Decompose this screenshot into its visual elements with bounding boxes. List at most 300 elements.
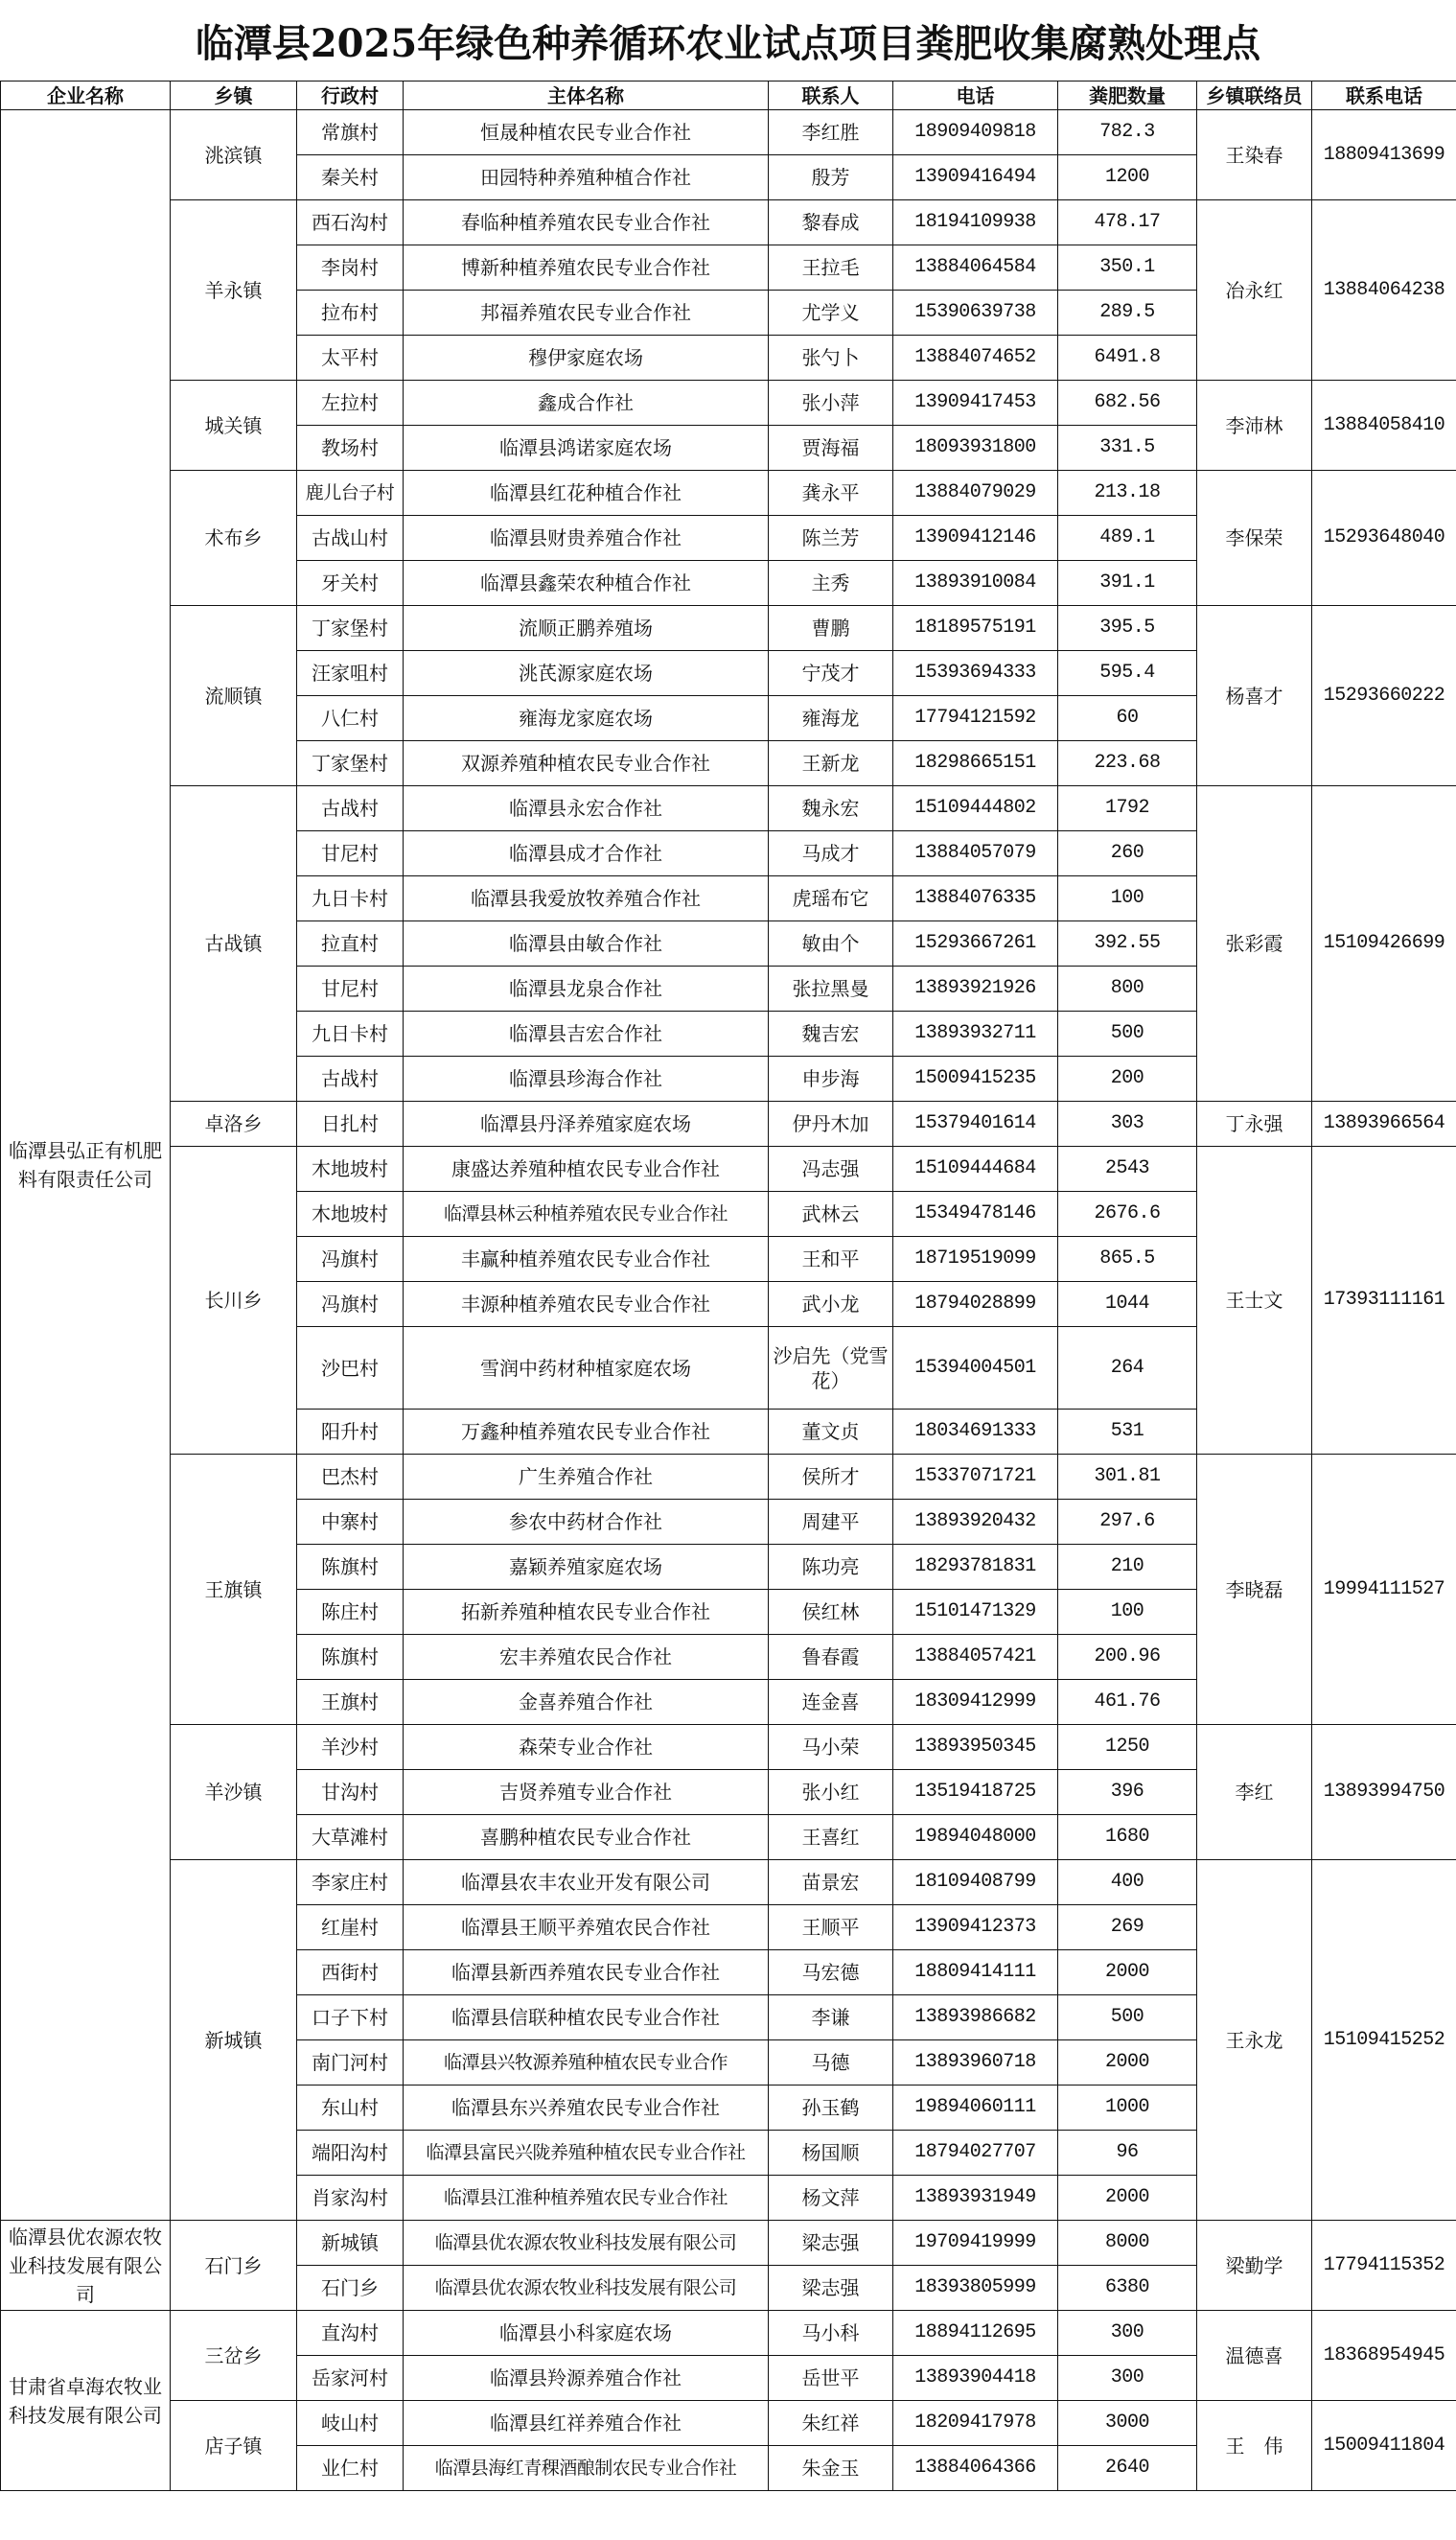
table-row [1, 1147, 1456, 1192]
liaison-cell: 李晓磊 [1197, 1455, 1312, 1725]
phone-cell: 15293667261 [893, 921, 1058, 967]
quantity-cell: 350.1 [1058, 245, 1197, 291]
phone-cell: 18093931800 [893, 426, 1058, 471]
village-cell: 巴杰村 [297, 1455, 404, 1500]
contact-cell: 连金喜 [769, 1680, 893, 1725]
entity-cell: 邦福养殖农民专业合作社 [404, 291, 769, 336]
entity-cell: 临潭县财贵养殖合作社 [404, 516, 769, 561]
contact-cell: 董文贞 [769, 1410, 893, 1455]
phone-cell: 19709419999 [893, 2221, 1058, 2266]
entity-cell: 临潭县林云种植养殖农民专业合作社 [404, 1192, 769, 1237]
contact-cell: 魏吉宏 [769, 1012, 893, 1057]
quantity-cell: 297.6 [1058, 1500, 1197, 1545]
contact-cell: 冯志强 [769, 1147, 893, 1192]
contact-cell: 李谦 [769, 1995, 893, 2040]
entity-cell: 田园特种养殖种植合作社 [404, 155, 769, 200]
contact-cell: 马德 [769, 2040, 893, 2086]
entity-cell: 雪润中药材种植家庭农场 [404, 1327, 769, 1410]
contact-cell: 张拉黑曼 [769, 967, 893, 1012]
contact-cell: 岳世平 [769, 2356, 893, 2401]
table-row [1, 471, 1456, 516]
village-cell: 太平村 [297, 336, 404, 381]
contact-cell: 梁志强 [769, 2221, 893, 2266]
quantity-cell: 264 [1058, 1327, 1197, 1410]
quantity-cell: 800 [1058, 967, 1197, 1012]
entity-cell: 临潭县红花种植合作社 [404, 471, 769, 516]
contact-cell: 敏由个 [769, 921, 893, 967]
phone-cell: 13893932711 [893, 1012, 1058, 1057]
phone-cell: 13884057079 [893, 831, 1058, 876]
table-body [1, 110, 1456, 2491]
contact-cell: 杨文萍 [769, 2176, 893, 2221]
quantity-cell: 2640 [1058, 2446, 1197, 2491]
quantity-cell: 2000 [1058, 1950, 1197, 1995]
entity-cell: 临潭县鑫荣农种植合作社 [404, 561, 769, 606]
company-name-cell: 甘肃省卓海农牧业科技发展有限公司 [1, 2311, 171, 2491]
contact-cell: 贾海福 [769, 426, 893, 471]
town-cell: 石门乡 [171, 2221, 297, 2311]
liaison-phone-cell: 18368954945 [1312, 2311, 1456, 2401]
contact-cell: 朱金玉 [769, 2446, 893, 2491]
table-row [1, 2311, 1456, 2356]
phone-cell: 15109444802 [893, 786, 1058, 831]
village-cell: 木地坡村 [297, 1147, 404, 1192]
liaison-cell: 王士文 [1197, 1147, 1312, 1455]
liaison-phone-cell: 17794115352 [1312, 2221, 1456, 2311]
village-cell: 石门乡 [297, 2266, 404, 2311]
table-row [1, 1455, 1456, 1500]
entity-cell: 临潭县新西养殖农民专业合作社 [404, 1950, 769, 1995]
village-cell: 古战山村 [297, 516, 404, 561]
quantity-cell: 260 [1058, 831, 1197, 876]
liaison-phone-cell: 13893994750 [1312, 1725, 1456, 1860]
header-village: 行政村 [297, 82, 404, 110]
phone-cell: 18393805999 [893, 2266, 1058, 2311]
phone-cell: 19894048000 [893, 1815, 1058, 1860]
phone-cell: 15394004501 [893, 1327, 1058, 1410]
entity-cell: 森荣专业合作社 [404, 1725, 769, 1770]
entity-cell: 流顺正鹏养殖场 [404, 606, 769, 651]
quantity-cell: 1000 [1058, 2086, 1197, 2131]
quantity-cell: 1680 [1058, 1815, 1197, 1860]
town-cell: 羊永镇 [171, 200, 297, 381]
contact-cell: 梁志强 [769, 2266, 893, 2311]
phone-cell: 13893931949 [893, 2176, 1058, 2221]
entity-cell: 临潭县丹泽养殖家庭农场 [404, 1102, 769, 1147]
town-cell: 店子镇 [171, 2401, 297, 2491]
table-row [1, 1102, 1456, 1147]
phone-cell: 18719519099 [893, 1237, 1058, 1282]
town-cell: 卓洛乡 [171, 1102, 297, 1147]
town-cell: 新城镇 [171, 1860, 297, 2221]
village-cell: 鹿儿台子村 [297, 471, 404, 516]
contact-cell: 张勺卜 [769, 336, 893, 381]
quantity-cell: 6491.8 [1058, 336, 1197, 381]
village-cell: 东山村 [297, 2086, 404, 2131]
quantity-cell: 60 [1058, 696, 1197, 741]
entity-cell: 临潭县我爱放牧养殖合作社 [404, 876, 769, 921]
entity-cell: 穆伊家庭农场 [404, 336, 769, 381]
header-phone: 电话 [893, 82, 1058, 110]
phone-cell: 13909412146 [893, 516, 1058, 561]
town-cell: 术布乡 [171, 471, 297, 606]
entity-cell: 春临种植养殖农民专业合作社 [404, 200, 769, 245]
contact-cell: 魏永宏 [769, 786, 893, 831]
phone-cell: 15390639738 [893, 291, 1058, 336]
liaison-cell: 王染春 [1197, 110, 1312, 200]
contact-cell: 周建平 [769, 1500, 893, 1545]
contact-cell: 主秀 [769, 561, 893, 606]
phone-cell: 15349478146 [893, 1192, 1058, 1237]
quantity-cell: 223.68 [1058, 741, 1197, 786]
village-cell: 九日卡村 [297, 1012, 404, 1057]
village-cell: 古战村 [297, 786, 404, 831]
contact-cell: 王新龙 [769, 741, 893, 786]
village-cell: 甘尼村 [297, 831, 404, 876]
village-cell: 九日卡村 [297, 876, 404, 921]
entity-cell: 临潭县红祥养殖合作社 [404, 2401, 769, 2446]
village-cell: 肖家沟村 [297, 2176, 404, 2221]
village-cell: 甘沟村 [297, 1770, 404, 1815]
phone-cell: 13909412373 [893, 1905, 1058, 1950]
town-cell: 三岔乡 [171, 2311, 297, 2401]
quantity-cell: 2676.6 [1058, 1192, 1197, 1237]
table-row [1, 200, 1456, 245]
quantity-cell: 478.17 [1058, 200, 1197, 245]
phone-cell: 18794028899 [893, 1282, 1058, 1327]
entity-cell: 丰源种植养殖农民专业合作社 [404, 1282, 769, 1327]
village-cell: 岐山村 [297, 2401, 404, 2446]
quantity-cell: 300 [1058, 2311, 1197, 2356]
phone-cell: 13893960718 [893, 2040, 1058, 2086]
liaison-phone-cell: 13884058410 [1312, 381, 1456, 471]
phone-cell: 18189575191 [893, 606, 1058, 651]
quantity-cell: 461.76 [1058, 1680, 1197, 1725]
phone-cell: 18794027707 [893, 2131, 1058, 2176]
contact-cell: 武小龙 [769, 1282, 893, 1327]
phone-cell: 18909409818 [893, 110, 1058, 155]
contact-cell: 张小红 [769, 1770, 893, 1815]
phone-cell: 15337071721 [893, 1455, 1058, 1500]
quantity-cell: 595.4 [1058, 651, 1197, 696]
village-cell: 直沟村 [297, 2311, 404, 2356]
header-liaison: 乡镇联络员 [1197, 82, 1312, 110]
entity-cell: 临潭县富民兴陇养殖种植农民专业合作社 [404, 2131, 769, 2176]
table-row [1, 2221, 1456, 2266]
phone-cell: 13893950345 [893, 1725, 1058, 1770]
quantity-cell: 200.96 [1058, 1635, 1197, 1680]
contact-cell: 张小萍 [769, 381, 893, 426]
entity-cell: 宏丰养殖农民合作社 [404, 1635, 769, 1680]
village-cell: 岳家河村 [297, 2356, 404, 2401]
village-cell: 陈庄村 [297, 1590, 404, 1635]
table-row [1, 1860, 1456, 1905]
village-cell: 古战村 [297, 1057, 404, 1102]
header-liaison-phone: 联系电话 [1312, 82, 1456, 110]
liaison-cell: 张彩霞 [1197, 786, 1312, 1102]
table-row [1, 381, 1456, 426]
table-row [1, 786, 1456, 831]
quantity-cell: 391.1 [1058, 561, 1197, 606]
company-name-cell: 临潭县优农源农牧业科技发展有限公司 [1, 2221, 171, 2311]
liaison-phone-cell: 17393111161 [1312, 1147, 1456, 1455]
phone-cell: 13519418725 [893, 1770, 1058, 1815]
entity-cell: 临潭县吉宏合作社 [404, 1012, 769, 1057]
quantity-cell: 500 [1058, 1995, 1197, 2040]
quantity-cell: 531 [1058, 1410, 1197, 1455]
town-cell: 城关镇 [171, 381, 297, 471]
phone-cell: 13884076335 [893, 876, 1058, 921]
village-cell: 新城镇 [297, 2221, 404, 2266]
town-cell: 古战镇 [171, 786, 297, 1102]
village-cell: 南门河村 [297, 2040, 404, 2086]
phone-cell: 18894112695 [893, 2311, 1058, 2356]
entity-cell: 吉贤养殖专业合作社 [404, 1770, 769, 1815]
town-cell: 洮滨镇 [171, 110, 297, 200]
contact-cell: 朱红祥 [769, 2401, 893, 2446]
entity-cell: 参农中药材合作社 [404, 1500, 769, 1545]
header-entity: 主体名称 [404, 82, 769, 110]
phone-cell: 18298665151 [893, 741, 1058, 786]
phone-cell: 13893904418 [893, 2356, 1058, 2401]
table-row [1, 110, 1456, 155]
contact-cell: 马小荣 [769, 1725, 893, 1770]
liaison-cell: 李红 [1197, 1725, 1312, 1860]
quantity-cell: 289.5 [1058, 291, 1197, 336]
village-cell: 秦关村 [297, 155, 404, 200]
entity-cell: 临潭县兴牧源养殖种植农民专业合作 [404, 2040, 769, 2086]
liaison-phone-cell: 13884064238 [1312, 200, 1456, 381]
contact-cell: 马小科 [769, 2311, 893, 2356]
liaison-phone-cell: 15109426699 [1312, 786, 1456, 1102]
village-cell: 甘尼村 [297, 967, 404, 1012]
phone-cell: 15379401614 [893, 1102, 1058, 1147]
contact-cell: 苗景宏 [769, 1860, 893, 1905]
entity-cell: 洮芪源家庭农场 [404, 651, 769, 696]
village-cell: 常旗村 [297, 110, 404, 155]
phone-cell: 13884057421 [893, 1635, 1058, 1680]
quantity-cell: 500 [1058, 1012, 1197, 1057]
liaison-phone-cell: 18809413699 [1312, 110, 1456, 200]
phone-cell: 18194109938 [893, 200, 1058, 245]
liaison-cell: 李沛林 [1197, 381, 1312, 471]
phone-cell: 13884064366 [893, 2446, 1058, 2491]
quantity-cell: 213.18 [1058, 471, 1197, 516]
village-cell: 中寨村 [297, 1500, 404, 1545]
quantity-cell: 1792 [1058, 786, 1197, 831]
entity-cell: 康盛达养殖种植农民专业合作社 [404, 1147, 769, 1192]
phone-cell: 13893921926 [893, 967, 1058, 1012]
quantity-cell: 2543 [1058, 1147, 1197, 1192]
village-cell: 羊沙村 [297, 1725, 404, 1770]
quantity-cell: 210 [1058, 1545, 1197, 1590]
entity-cell: 鑫成合作社 [404, 381, 769, 426]
quantity-cell: 6380 [1058, 2266, 1197, 2311]
entity-cell: 临潭县珍海合作社 [404, 1057, 769, 1102]
entity-cell: 喜鹏种植农民专业合作社 [404, 1815, 769, 1860]
entity-cell: 临潭县永宏合作社 [404, 786, 769, 831]
entity-cell: 临潭县羚源养殖合作社 [404, 2356, 769, 2401]
town-cell: 羊沙镇 [171, 1725, 297, 1860]
entity-cell: 雍海龙家庭农场 [404, 696, 769, 741]
phone-cell: 13884079029 [893, 471, 1058, 516]
entity-cell: 嘉颖养殖家庭农场 [404, 1545, 769, 1590]
contact-cell: 沙启先（党雪花） [769, 1327, 893, 1410]
village-cell: 汪家咀村 [297, 651, 404, 696]
phone-cell: 15393694333 [893, 651, 1058, 696]
contact-cell: 龚永平 [769, 471, 893, 516]
liaison-phone-cell: 15293660222 [1312, 606, 1456, 786]
entity-cell: 临潭县鸿诺家庭农场 [404, 426, 769, 471]
entity-cell: 金喜养殖合作社 [404, 1680, 769, 1725]
village-cell: 西石沟村 [297, 200, 404, 245]
contact-cell: 伊丹木加 [769, 1102, 893, 1147]
contact-cell: 申步海 [769, 1057, 893, 1102]
town-cell: 王旗镇 [171, 1455, 297, 1725]
phone-cell: 15009415235 [893, 1057, 1058, 1102]
quantity-cell: 400 [1058, 1860, 1197, 1905]
liaison-phone-cell: 15109415252 [1312, 1860, 1456, 2221]
phone-cell: 18209417978 [893, 2401, 1058, 2446]
village-cell: 王旗村 [297, 1680, 404, 1725]
phone-cell: 18809414111 [893, 1950, 1058, 1995]
entity-cell: 临潭县农丰农业开发有限公司 [404, 1860, 769, 1905]
phone-cell: 13884074652 [893, 336, 1058, 381]
page-title: 临潭县2025年绿色种养循环农业试点项目粪肥收集腐熟处理点 [195, 20, 1261, 66]
contact-cell: 陈功亮 [769, 1545, 893, 1590]
village-cell: 丁家堡村 [297, 606, 404, 651]
quantity-cell: 396 [1058, 1770, 1197, 1815]
quantity-cell: 100 [1058, 1590, 1197, 1635]
village-cell: 左拉村 [297, 381, 404, 426]
liaison-cell: 梁勤学 [1197, 2221, 1312, 2311]
town-cell: 流顺镇 [171, 606, 297, 786]
header-town: 乡镇 [171, 82, 297, 110]
contact-cell: 马成才 [769, 831, 893, 876]
contact-cell: 王顺平 [769, 1905, 893, 1950]
village-cell: 陈旗村 [297, 1635, 404, 1680]
table-row [1, 2401, 1456, 2446]
table-row [1, 1725, 1456, 1770]
quantity-cell: 1044 [1058, 1282, 1197, 1327]
quantity-cell: 303 [1058, 1102, 1197, 1147]
phone-cell: 18109408799 [893, 1860, 1058, 1905]
header-company: 企业名称 [1, 82, 171, 110]
quantity-cell: 3000 [1058, 2401, 1197, 2446]
contact-cell: 王和平 [769, 1237, 893, 1282]
quantity-cell: 865.5 [1058, 1237, 1197, 1282]
phone-cell: 18309412999 [893, 1680, 1058, 1725]
quantity-cell: 392.55 [1058, 921, 1197, 967]
table-row [1, 606, 1456, 651]
contact-cell: 杨国顺 [769, 2131, 893, 2176]
village-cell: 丁家堡村 [297, 741, 404, 786]
village-cell: 李家庄村 [297, 1860, 404, 1905]
contact-cell: 孙玉鹤 [769, 2086, 893, 2131]
contact-cell: 王喜红 [769, 1815, 893, 1860]
village-cell: 大草滩村 [297, 1815, 404, 1860]
quantity-cell: 300 [1058, 2356, 1197, 2401]
village-cell: 陈旗村 [297, 1545, 404, 1590]
contact-cell: 黎春成 [769, 200, 893, 245]
contact-cell: 雍海龙 [769, 696, 893, 741]
entity-cell: 临潭县信联种植农民专业合作社 [404, 1995, 769, 2040]
liaison-phone-cell: 19994111527 [1312, 1455, 1456, 1725]
contact-cell: 侯所才 [769, 1455, 893, 1500]
contact-cell: 李红胜 [769, 110, 893, 155]
contact-cell: 陈兰芳 [769, 516, 893, 561]
phone-cell: 19894060111 [893, 2086, 1058, 2131]
contact-cell: 侯红林 [769, 1590, 893, 1635]
liaison-cell: 王 伟 [1197, 2401, 1312, 2491]
phone-cell: 13909417453 [893, 381, 1058, 426]
liaison-cell: 李保荣 [1197, 471, 1312, 606]
quantity-cell: 395.5 [1058, 606, 1197, 651]
village-cell: 阳升村 [297, 1410, 404, 1455]
quantity-cell: 2000 [1058, 2176, 1197, 2221]
village-cell: 西街村 [297, 1950, 404, 1995]
village-cell: 冯旗村 [297, 1237, 404, 1282]
quantity-cell: 2000 [1058, 2040, 1197, 2086]
entity-cell: 临潭县东兴养殖农民专业合作社 [404, 2086, 769, 2131]
manure-collection-table [0, 81, 1456, 2491]
village-cell: 冯旗村 [297, 1282, 404, 1327]
village-cell: 端阳沟村 [297, 2131, 404, 2176]
village-cell: 牙关村 [297, 561, 404, 606]
header-contact: 联系人 [769, 82, 893, 110]
phone-cell: 17794121592 [893, 696, 1058, 741]
phone-cell: 13893986682 [893, 1995, 1058, 2040]
liaison-phone-cell: 13893966564 [1312, 1102, 1456, 1147]
phone-cell: 13909416494 [893, 155, 1058, 200]
phone-cell: 15109444684 [893, 1147, 1058, 1192]
liaison-cell: 冶永红 [1197, 200, 1312, 381]
contact-cell: 宁茂才 [769, 651, 893, 696]
village-cell: 八仁村 [297, 696, 404, 741]
village-cell: 红崖村 [297, 1905, 404, 1950]
liaison-cell: 丁永强 [1197, 1102, 1312, 1147]
quantity-cell: 100 [1058, 876, 1197, 921]
header-quantity: 粪肥数量 [1058, 82, 1197, 110]
phone-cell: 13884064584 [893, 245, 1058, 291]
quantity-cell: 782.3 [1058, 110, 1197, 155]
village-cell: 木地坡村 [297, 1192, 404, 1237]
entity-cell: 临潭县优农源农牧业科技发展有限公司 [404, 2266, 769, 2311]
entity-cell: 双源养殖种植农民专业合作社 [404, 741, 769, 786]
village-cell: 拉直村 [297, 921, 404, 967]
village-cell: 日扎村 [297, 1102, 404, 1147]
phone-cell: 18293781831 [893, 1545, 1058, 1590]
town-cell: 长川乡 [171, 1147, 297, 1455]
quantity-cell: 96 [1058, 2131, 1197, 2176]
village-cell: 业仁村 [297, 2446, 404, 2491]
entity-cell: 万鑫种植养殖农民专业合作社 [404, 1410, 769, 1455]
liaison-phone-cell: 15293648040 [1312, 471, 1456, 606]
entity-cell: 临潭县由敏合作社 [404, 921, 769, 967]
liaison-cell: 温德喜 [1197, 2311, 1312, 2401]
contact-cell: 王拉毛 [769, 245, 893, 291]
village-cell: 教场村 [297, 426, 404, 471]
entity-cell: 恒晟种植农民专业合作社 [404, 110, 769, 155]
contact-cell: 武林云 [769, 1192, 893, 1237]
entity-cell: 临潭县小科家庭农场 [404, 2311, 769, 2356]
entity-cell: 博新种植养殖农民专业合作社 [404, 245, 769, 291]
liaison-phone-cell: 15009411804 [1312, 2401, 1456, 2491]
phone-cell: 15101471329 [893, 1590, 1058, 1635]
contact-cell: 尤学义 [769, 291, 893, 336]
quantity-cell: 269 [1058, 1905, 1197, 1950]
phone-cell: 18034691333 [893, 1410, 1058, 1455]
